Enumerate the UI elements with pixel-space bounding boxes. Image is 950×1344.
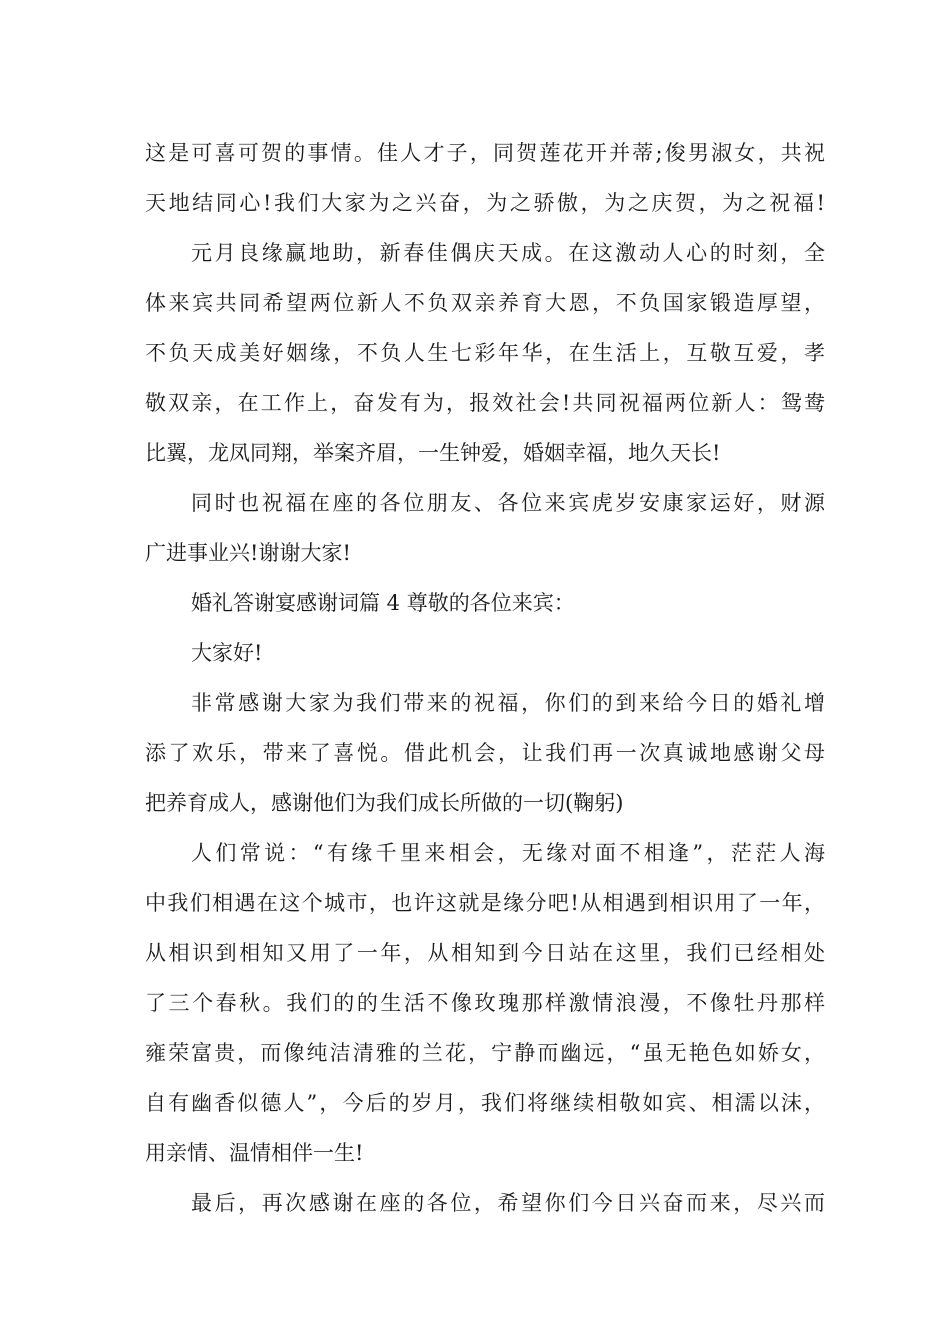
text-line-15: 人们常说：“有缘千里来相会，无缘对面不相逢”，茫茫人海 bbox=[191, 841, 825, 865]
text-line-8: 同时也祝福在座的各位朋友、各位来宾虎岁安康家运好，财源 bbox=[191, 491, 825, 515]
text-line-16: 中我们相遇在这个城市，也许这就是缘分吧!从相遇到相识用了一年， bbox=[145, 891, 825, 915]
text-line-17: 从相识到相知又用了一年，从相知到今日站在这里，我们已经相处 bbox=[145, 941, 825, 965]
text-line-3: 元月良缘赢地助，新春佳偶庆天成。在这激动人心的时刻，全 bbox=[191, 241, 825, 265]
text-line-20: 自有幽香似德人”，今后的岁月，我们将继续相敬如宾、相濡以沫， bbox=[145, 1091, 825, 1115]
text-line-6: 敬双亲，在工作上，奋发有为，报效社会!共同祝福两位新人：鸳鸯 bbox=[145, 391, 825, 415]
text-line-19: 雍荣富贵，而像纯洁清雅的兰花，宁静而幽远，“虽无艳色如娇女， bbox=[145, 1041, 825, 1065]
text-line-18: 了三个春秋。我们的的生活不像玫瑰那样激情浪漫，不像牡丹那样 bbox=[145, 991, 825, 1015]
text-line-4: 体来宾共同希望两位新人不负双亲养育大恩，不负国家锻造厚望， bbox=[145, 291, 825, 315]
text-line-10: 婚礼答谢宴感谢词篇 4 尊敬的各位来宾： bbox=[191, 591, 575, 615]
text-line-1: 这是可喜可贺的事情。佳人才子，同贺莲花开并蒂;俊男淑女，共祝 bbox=[145, 141, 825, 165]
text-line-9: 广进事业兴!谢谢大家! bbox=[145, 541, 351, 565]
text-line-13: 添了欢乐，带来了喜悦。借此机会，让我们再一次真诚地感谢父母 bbox=[145, 741, 825, 765]
text-line-11: 大家好! bbox=[191, 641, 263, 665]
text-line-22: 最后，再次感谢在座的各位，希望你们今日兴奋而来，尽兴而 bbox=[191, 1191, 825, 1215]
text-line-21: 用亲情、温情相伴一生! bbox=[145, 1141, 364, 1165]
text-line-7: 比翼，龙凤同翔，举案齐眉，一生钟爱，婚姻幸福，地久天长! bbox=[145, 441, 721, 465]
text-line-12: 非常感谢大家为我们带来的祝福，你们的到来给今日的婚礼增 bbox=[191, 691, 825, 715]
text-line-5: 不负天成美好姻缘，不负人生七彩年华，在生活上，互敬互爱，孝 bbox=[145, 341, 825, 365]
text-line-2: 天地结同心!我们大家为之兴奋，为之骄傲，为之庆贺，为之祝福! bbox=[145, 191, 825, 215]
text-line-14: 把养育成人，感谢他们为我们成长所做的一切(鞠躬) bbox=[145, 791, 624, 815]
